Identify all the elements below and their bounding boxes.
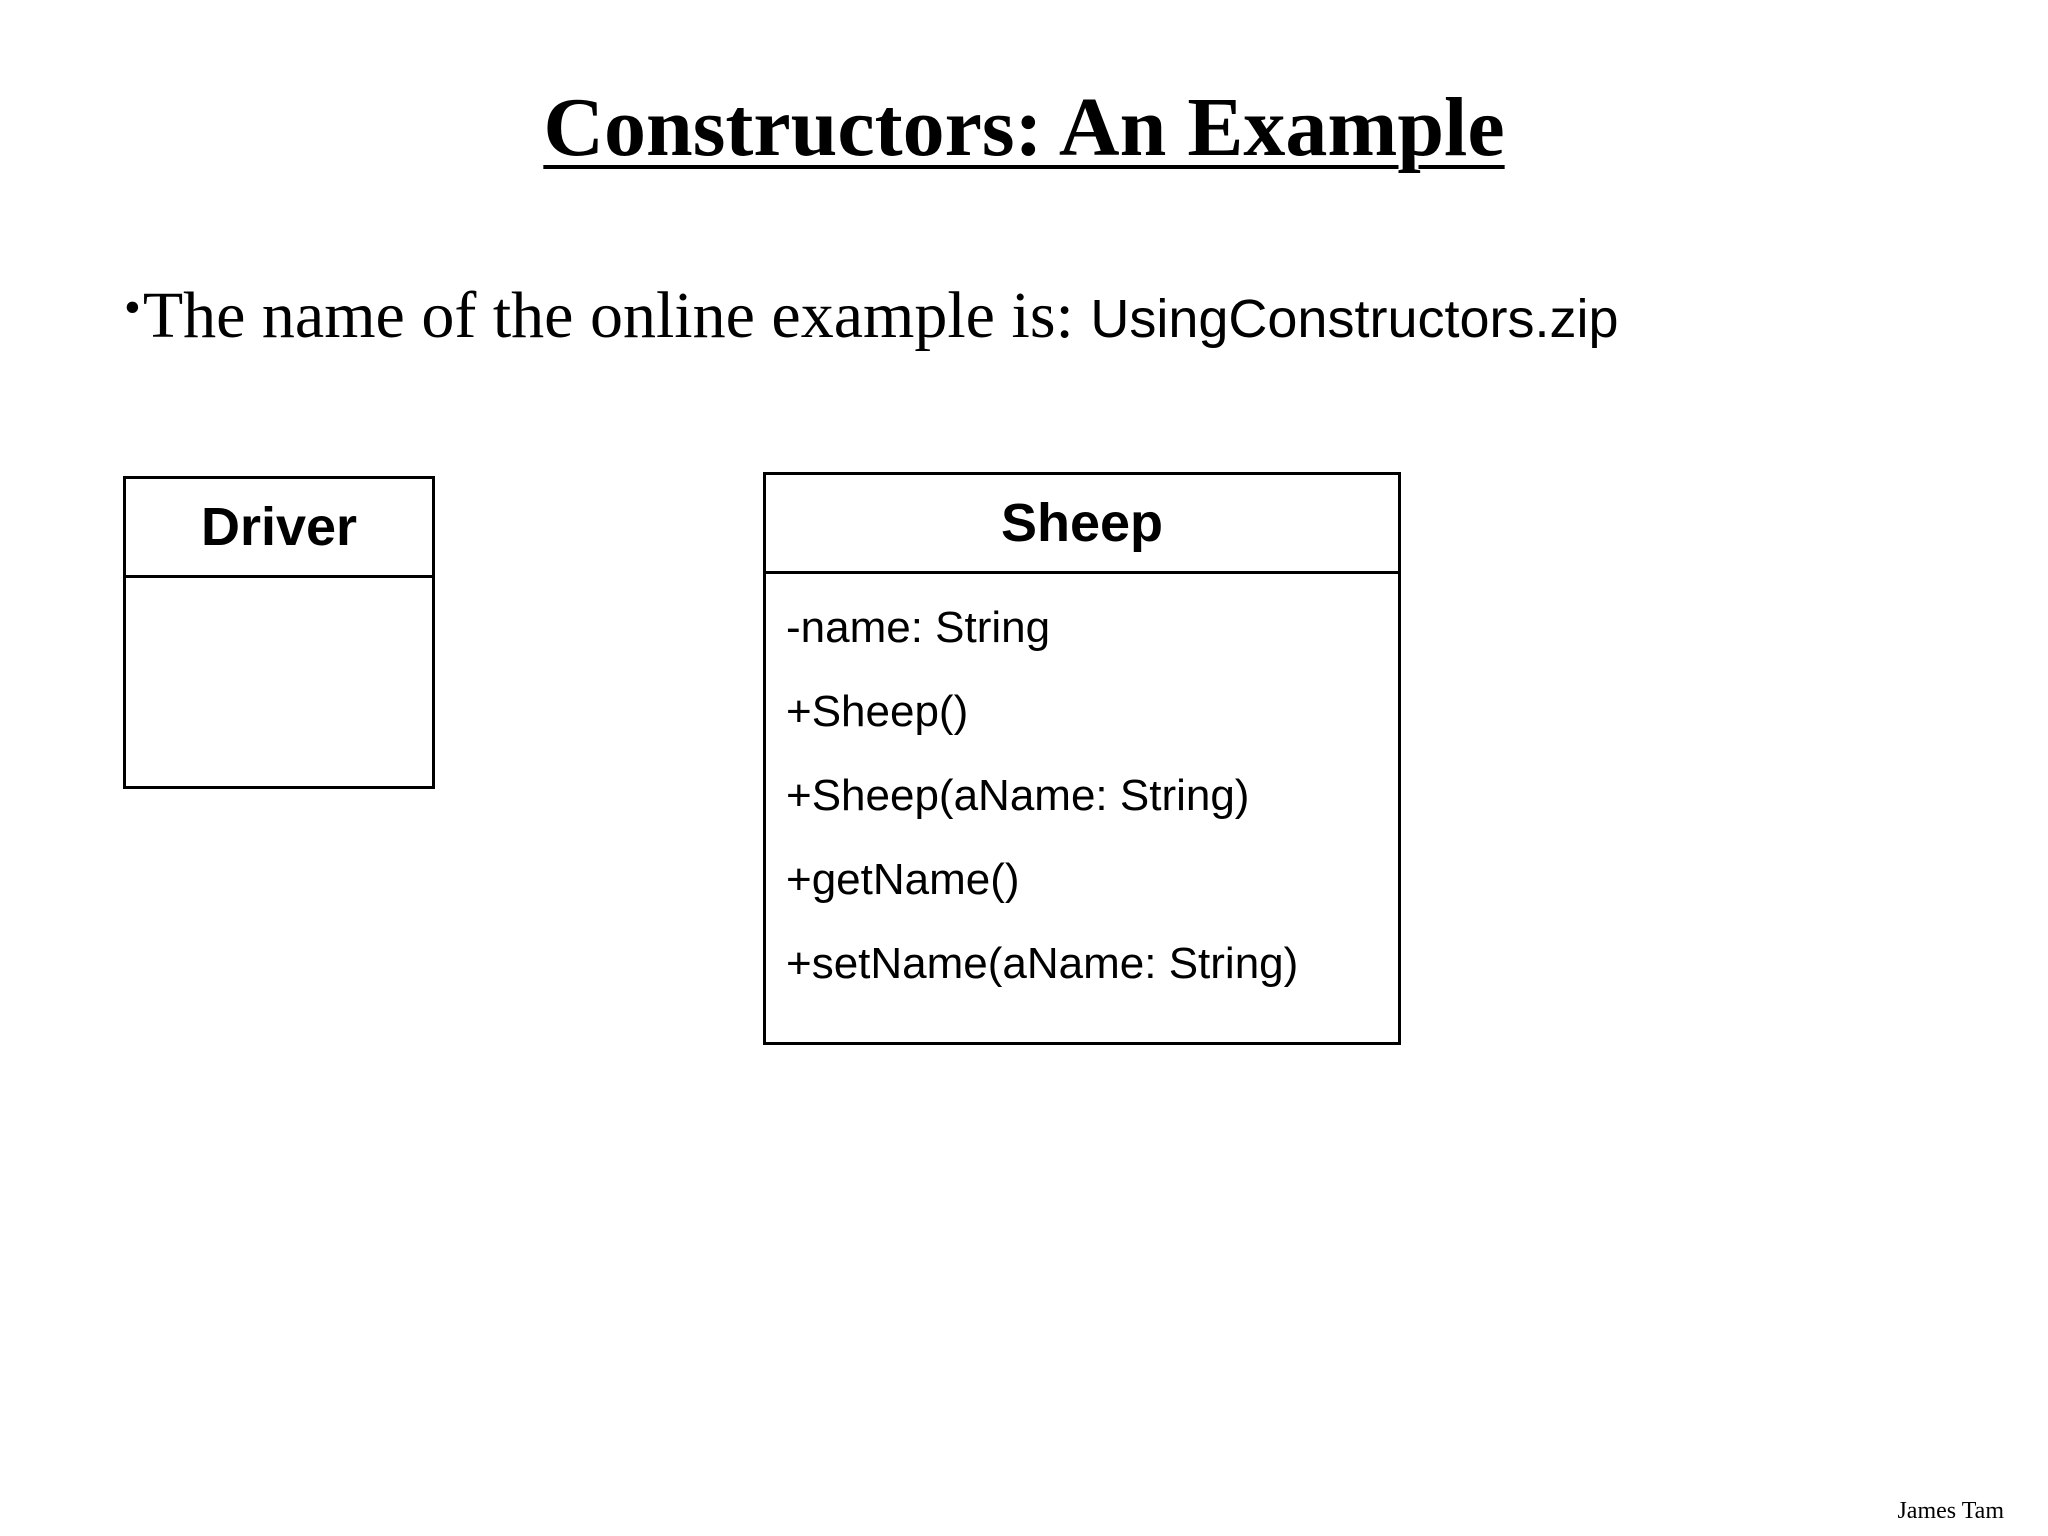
uml-method: +getName() (786, 855, 1020, 904)
uml-member-list (766, 574, 1398, 1006)
uml-class-driver (123, 476, 435, 789)
example-filename: UsingConstructors.zip (1090, 289, 1619, 349)
uml-class-name: Sheep (766, 475, 1398, 574)
uml-class-name: Driver (126, 479, 432, 578)
bullet-text: The name of the online example is: (142, 279, 1091, 352)
author-footer: James Tam (1897, 1498, 2004, 1524)
uml-method: +Sheep(aName: String) (786, 771, 1250, 820)
bullet-marker: • (124, 281, 141, 334)
uml-attribute: -name: String (786, 603, 1051, 652)
uml-method: +Sheep() (786, 687, 969, 736)
slide-title: Constructors: An Example (543, 81, 1505, 174)
uml-method: +setName(aName: String) (786, 939, 1299, 988)
uml-class-sheep (763, 472, 1401, 1045)
bullet-point (124, 268, 1619, 359)
